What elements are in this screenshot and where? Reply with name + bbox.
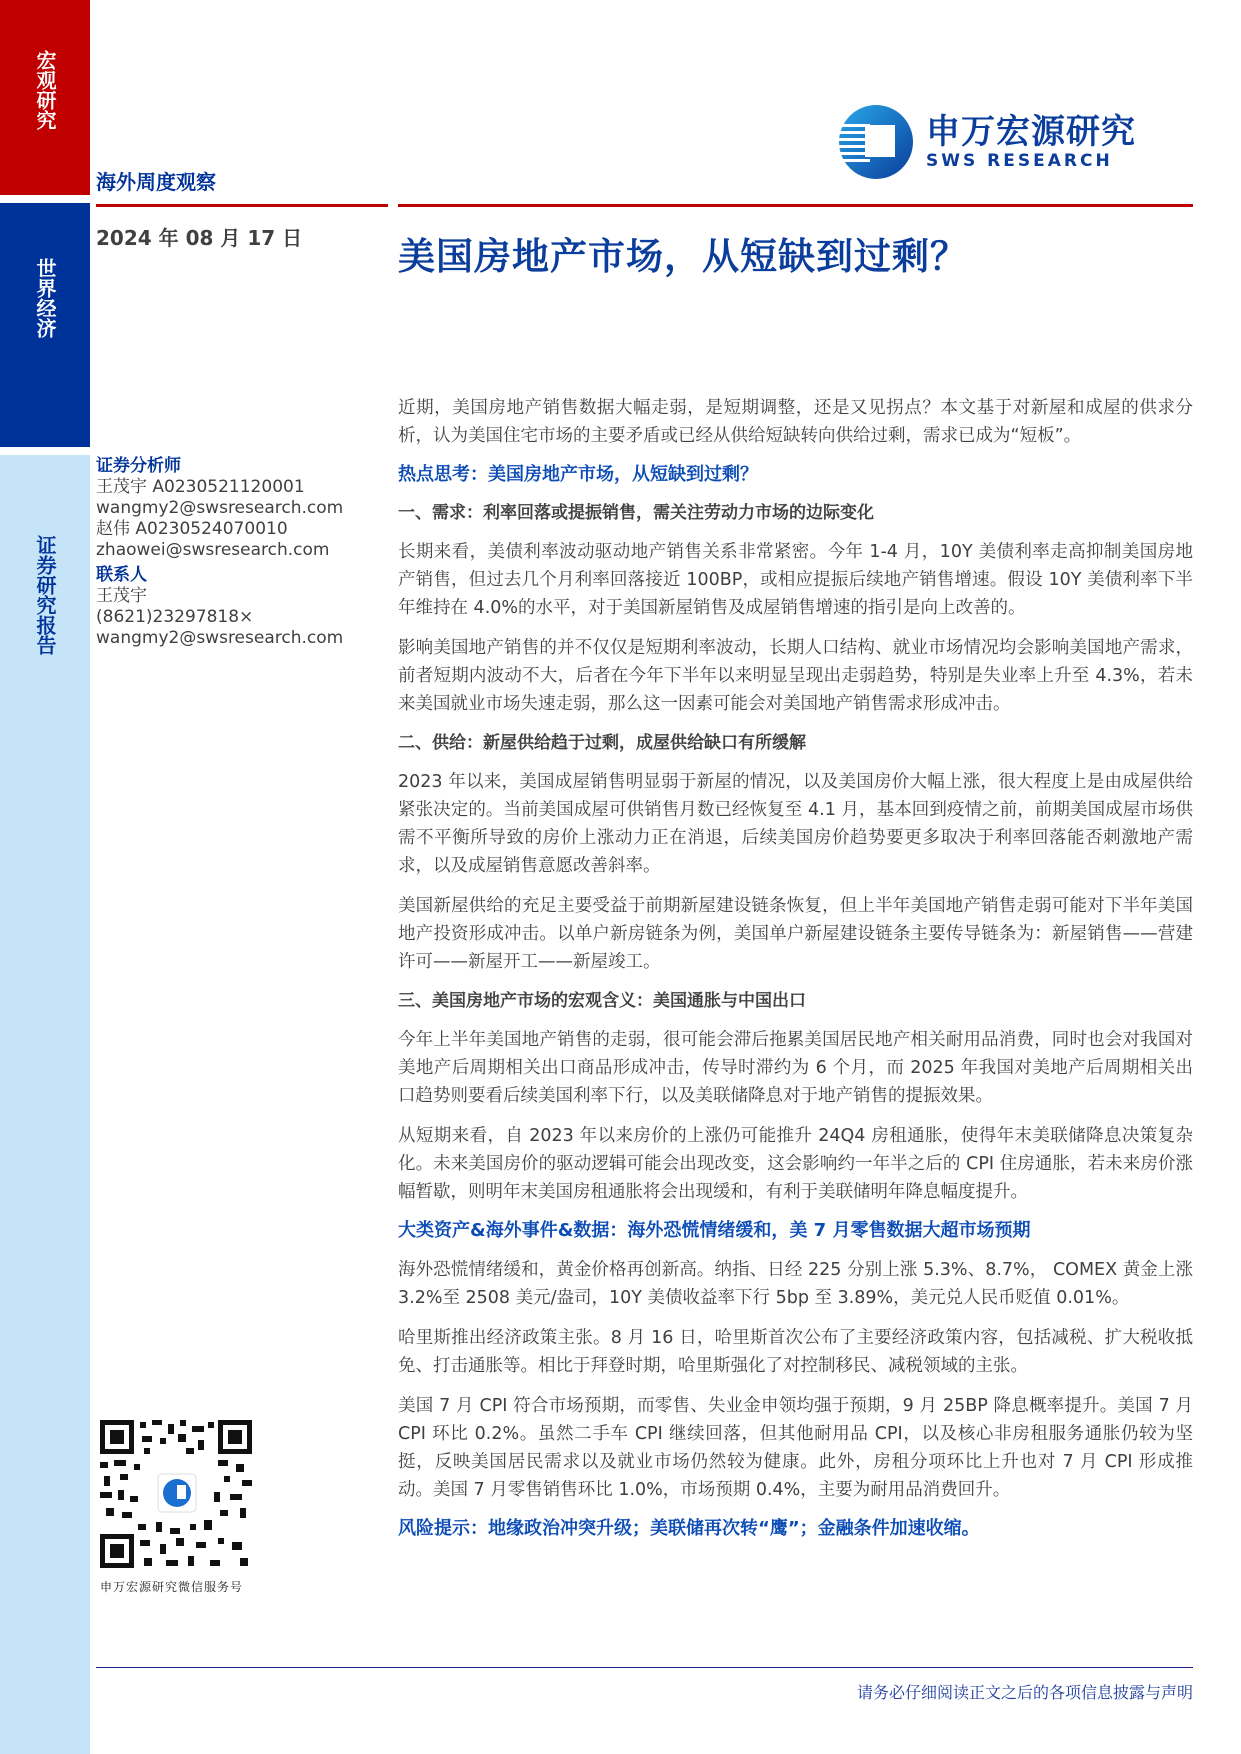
footer-disclaimer: 请务必仔细阅读正文之后的各项信息披露与声明 [856, 1683, 1193, 1702]
sidebar-band-report-type [0, 455, 90, 1754]
wechat-qr-block [100, 1420, 255, 1595]
sidebar-label-macro: 宏观研究 [33, 50, 57, 130]
analyst-info [96, 452, 366, 649]
contact-name: 王茂宇 [96, 586, 147, 606]
report-summary [398, 394, 1193, 1554]
section-1-paragraph-1: 长期来看，美债利率波动驱动地产销售关系非常紧密。今年 1-4 月，10Y 美债利率走高抑制美国房地产销售，但过去几个月利率回落接近 100BP，或相应提振后续地产销售增速。假设 10Y 美债利率下半年维持在 4.0%的水平，对于美国新屋销售及成屋销售增速的指引是向上改善的。 [398, 542, 1193, 618]
logo-chinese-name: 申万宏源研究 [926, 112, 1136, 152]
contact-phone: (8621)23297818× [96, 607, 254, 627]
section-3-heading: 三、美国房地产市场的宏观含义：美国通胀与中国出口 [398, 991, 806, 1011]
section-1-heading: 一、需求：利率回落或提振销售，需关注劳动力市场的边际变化 [398, 503, 874, 523]
sws-logo-icon [838, 104, 914, 180]
contact-email[interactable]: wangmy2@swsresearch.com [96, 628, 344, 648]
analyst-email[interactable]: zhaowei@swsresearch.com [96, 540, 330, 560]
section-2-heading: 二、供给：新屋供给趋于过剩，成屋供给缺口有所缓解 [398, 733, 806, 753]
analyst-email[interactable]: wangmy2@swsresearch.com [96, 498, 344, 518]
report-series: 海外周度观察 [96, 170, 216, 194]
sidebar-band-world-economy [0, 203, 90, 447]
sidebar-label-report-type: 证券研究报告 [33, 535, 57, 655]
hot-topic-heading: 热点思考：美国房地产市场，从短缺到过剩？ [398, 464, 758, 485]
analyst-label: 证券分析师 [96, 456, 181, 476]
assets-heading: 大类资产&海外事件&数据：海外恐慌情绪缓和，美 7 月零售数据大超市场预期 [398, 1220, 1031, 1241]
report-title: 美国房地产市场，从短缺到过剩？ [398, 235, 968, 278]
assets-paragraph-2: 哈里斯推出经济政策主张。8 月 16 日，哈里斯首次公布了主要经济政策内容，包括减税、扩大税收抵免、打击通胀等。相比于拜登时期，哈里斯强化了对控制移民、减税领域的主张。 [398, 1328, 1193, 1376]
qr-caption: 申万宏源研究微信服务号 [100, 1580, 244, 1594]
report-date: 2024 年 08 月 17 日 [96, 226, 303, 250]
sidebar-band-macro [0, 0, 90, 195]
section-2-paragraph-2: 美国新屋供给的充足主要受益于前期新屋建设链条恢复，但上半年美国地产销售走弱可能对下半年美国地产投资形成冲击。以单户新房链条为例，美国单户新屋建设链条主要传导链条为：新屋销售——营建许可——新屋开工——新屋竣工。 [398, 896, 1193, 972]
analyst-line: 赵伟 A0230524070010 [96, 519, 288, 539]
section-3-paragraph-1: 今年上半年美国地产销售的走弱，很可能会滞后拖累美国居民地产相关耐用品消费，同时也会对我国对美地产后周期相关出口商品形成冲击，传导时滞约为 6 个月，而 2025 年我国对美地产后周期相关出口趋势则要看后续美国利率下行，以及美联储降息对于地产销售的提振效果。 [398, 1030, 1193, 1106]
section-2-paragraph-1: 2023 年以来，美国成屋销售明显弱于新屋的情况，以及美国房价大幅上涨，很大程度上是由成屋供给紧张决定的。当前美国成屋可供销售月数已经恢复至 4.1 月，基本回到疫情之前，前期美国成屋市场供需不平衡所导致的房价上涨动力正在消退，后续美国房价趋势要更多取决于利率回落能否刺激地产需求，以及成屋销售意愿改善斜率。 [398, 772, 1193, 876]
section-1-paragraph-2: 影响美国地产销售的并不仅仅是短期利率波动，长期人口结构、就业市场情况均会影响美国地产需求，前者短期内波动不大，后者在今年下半年以来明显呈现出走弱趋势，特别是失业率上升至 4.3%，若未来美国就业市场失速走弱，那么这一因素可能会对美国地产销售需求形成冲击。 [398, 638, 1193, 714]
analyst-line: 王茂宇 A0230521120001 [96, 477, 305, 497]
contact-label: 联系人 [96, 565, 147, 585]
qr-code-icon [100, 1420, 252, 1568]
company-logo [838, 104, 1136, 180]
sidebar-label-world-economy: 世界经济 [33, 258, 57, 338]
footer-divider [96, 1667, 1193, 1668]
section-3-paragraph-2: 从短期来看，自 2023 年以来房价的上涨仍可能推升 24Q4 房租通胀，使得年末美联储降息决策复杂化。未来美国房价的驱动逻辑可能会出现改变，这会影响约一年半之后的 CPI 住房通胀，若未来房价涨幅暂歇，则明年末美国房租通胀将会出现缓和，有利于美联储明年降息幅度提升。 [398, 1126, 1193, 1202]
intro-paragraph: 近期，美国房地产销售数据大幅走弱，是短期调整，还是又见拐点？本文基于对新屋和成屋的供求分析，认为美国住宅市场的主要矛盾或已经从供给短缺转向供给过剩，需求已成为“短板”。 [398, 398, 1193, 446]
header-divider-right [398, 204, 1193, 207]
risk-warning: 风险提示：地缘政治冲突升级；美联储再次转“鹰”；金融条件加速收缩。 [398, 1518, 980, 1539]
header-divider-left [96, 204, 388, 207]
assets-paragraph-1: 海外恐慌情绪缓和，黄金价格再创新高。纳指、日经 225 分别上涨 5.3%、8.7%， COMEX 黄金上涨 3.2%至 2508 美元/盎司，10Y 美债收益率下行 5bp 至 3.89%，美元兑人民币贬值 0.01%。 [398, 1260, 1193, 1308]
assets-paragraph-3: 美国 7 月 CPI 符合市场预期，而零售、失业金申领均强于预期，9 月 25BP 降息概率提升。美国 7 月 CPI 环比 0.2%。虽然二手车 CPI 继续回落，但其他耐用品 CPI，以及核心非房租服务通胀仍较为坚挺，反映美国居民需求以及就业市场仍然较为健康。此外，房租分项环比上升也对 7 月 CPI 形成推动。美国 7 月零售销售环比 1.0%，市场预期 0.4%，主要为耐用品消费回升。 [398, 1396, 1193, 1500]
logo-english-name: SWS RESEARCH [926, 151, 1113, 171]
